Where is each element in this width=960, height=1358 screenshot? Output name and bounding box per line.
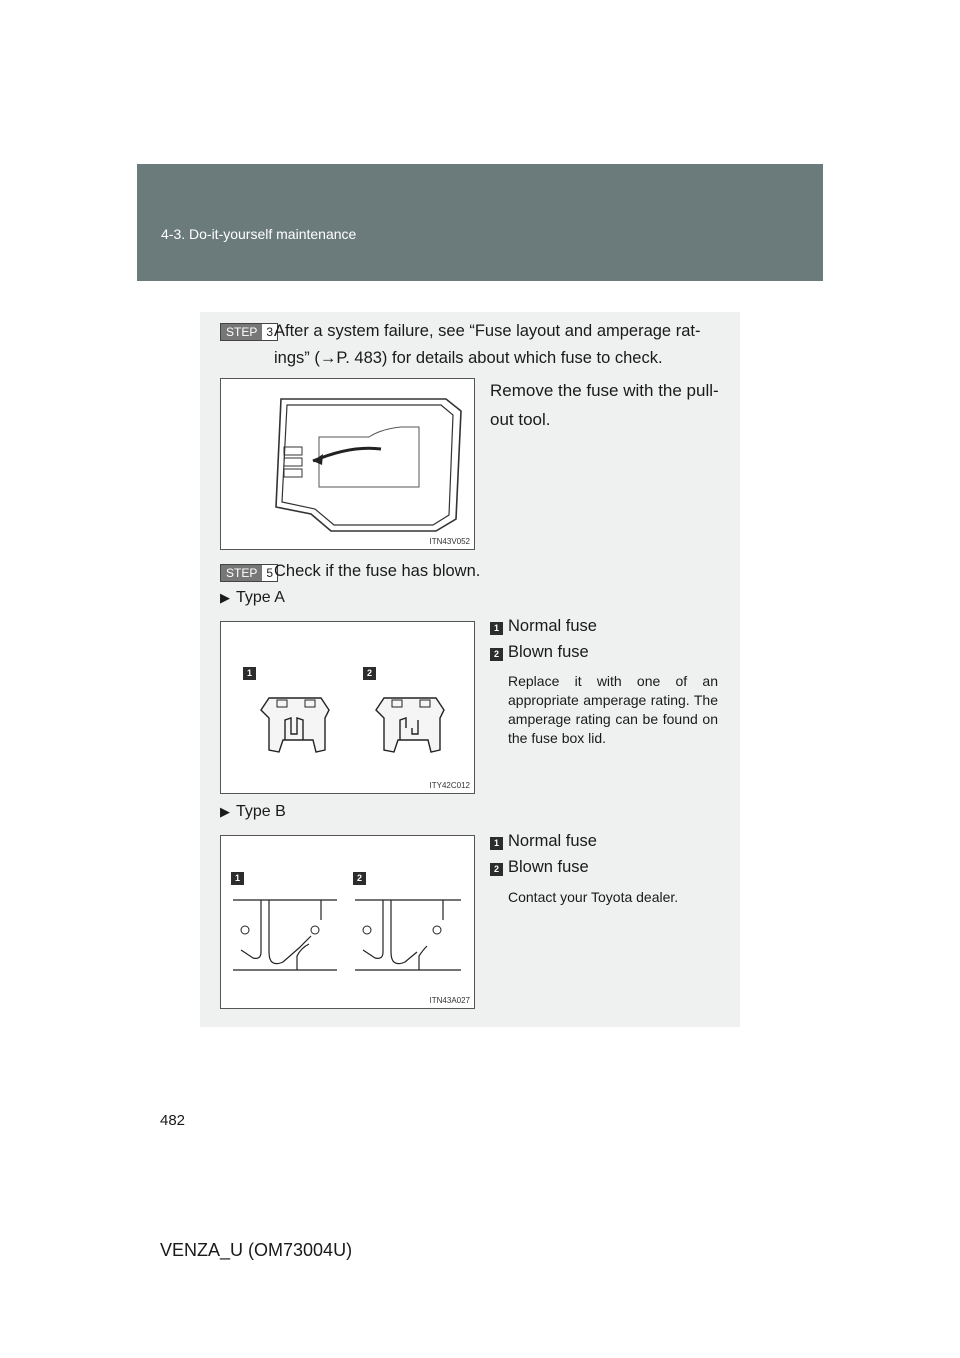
fuse-box-figure (220, 378, 475, 550)
figure-code: ITY42C012 (429, 781, 470, 790)
step-label: STEP (221, 565, 262, 581)
step-3-line-1: After a system failure, see “Fuse layout and amperage rat- (274, 322, 701, 340)
marker-2: 2 (353, 872, 366, 885)
cartridge-fuses-illustration (221, 836, 474, 1008)
step-4-line-2: out tool. (490, 410, 551, 429)
marker-2: 2 (363, 667, 376, 680)
type-b-label: Type B (236, 803, 286, 820)
section-header (137, 164, 823, 281)
step-3-badge (220, 323, 278, 341)
type-a-note: Replace it with one of an appropriate amperage rating. The amperage rating can be found on the fuse box lid. (508, 673, 718, 746)
type-b-heading (220, 803, 286, 821)
type-a-figure (220, 621, 475, 794)
type-a-heading (220, 589, 285, 607)
step-number: 5 (266, 566, 274, 580)
legend-normal-fuse: Normal fuse (508, 832, 597, 850)
step-label: STEP (221, 324, 262, 340)
fuse-box-illustration (221, 379, 474, 549)
document-code: VENZA_U (OM73004U) (160, 1240, 353, 1260)
step-5-text: Check if the fuse has blown. (274, 562, 481, 580)
legend-marker-1: 1 (490, 622, 503, 635)
type-a-label: Type A (236, 589, 285, 606)
legend-normal-fuse: Normal fuse (508, 617, 597, 635)
triangle-icon: ▶ (220, 804, 230, 819)
legend-marker-2: 2 (490, 863, 503, 876)
section-title: 4-3. Do-it-yourself maintenance (161, 226, 357, 242)
step-number: 3 (266, 325, 274, 339)
step-4-line-1: Remove the fuse with the pull- (490, 381, 719, 400)
type-b-note: Contact your Toyota dealer. (508, 889, 679, 905)
step-5-badge (220, 564, 278, 582)
figure-code: ITN43A027 (429, 996, 470, 1005)
step-3-text (274, 318, 734, 372)
step-4-text (490, 376, 735, 434)
content-panel (200, 312, 740, 1027)
figure-code: ITN43V052 (429, 537, 470, 546)
legend-marker-2: 2 (490, 648, 503, 661)
triangle-icon: ▶ (220, 590, 230, 605)
legend-blown-fuse: Blown fuse (508, 643, 589, 661)
marker-1: 1 (243, 667, 256, 680)
blade-fuses-illustration (221, 622, 474, 793)
step-3-line-2: ings” (→P. 483) for details about which fuse to check. (274, 349, 663, 367)
marker-1: 1 (231, 872, 244, 885)
legend-blown-fuse: Blown fuse (508, 858, 589, 876)
legend-marker-1: 1 (490, 837, 503, 850)
type-b-figure (220, 835, 475, 1009)
page-number: 482 (160, 1112, 186, 1129)
